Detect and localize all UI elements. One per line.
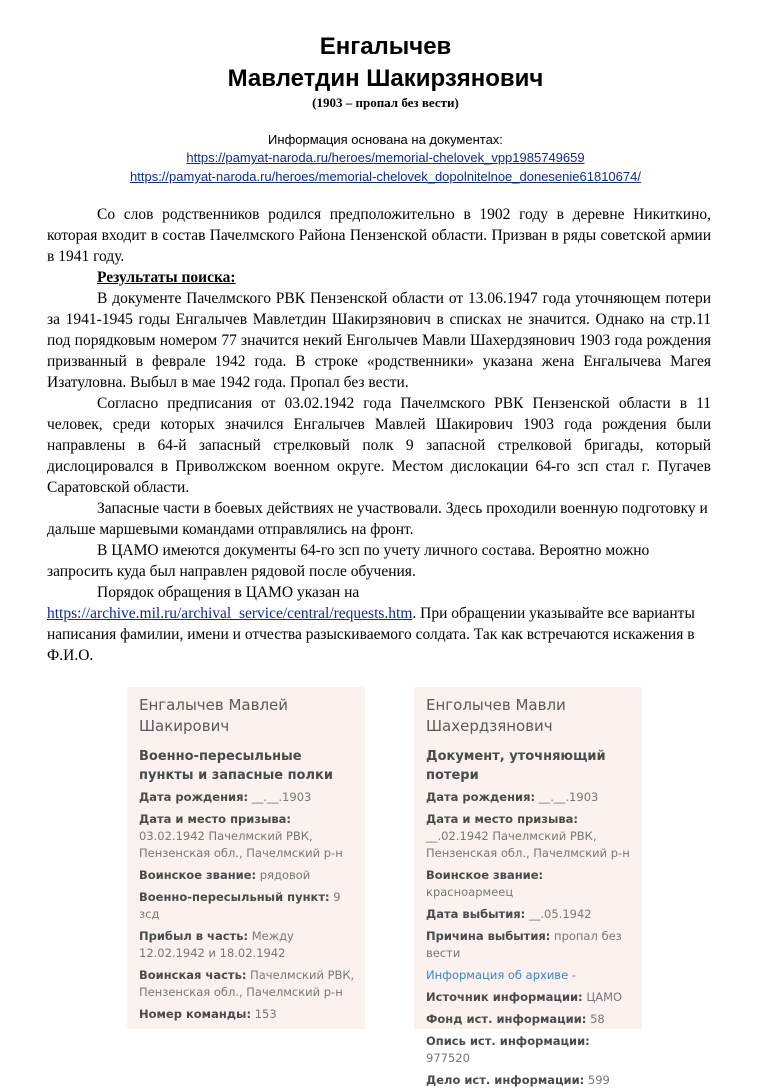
card1-name-line2: Шакирович: [139, 717, 230, 735]
field-key: Прибыл в часть:: [139, 929, 249, 943]
field-key: Дело ист. информации:: [426, 1073, 585, 1087]
card-field: [426, 1033, 632, 1067]
search-results-heading: Результаты поиска:: [97, 269, 236, 286]
field-key: Дата выбытия:: [426, 907, 526, 921]
record-card-1: [127, 687, 365, 1029]
field-value: 9 зсд: [139, 890, 341, 921]
field-key: Военно-пересыльный пункт:: [139, 890, 330, 904]
field-key: Воинское звание:: [139, 868, 257, 882]
field-value: 58: [590, 1012, 605, 1026]
card1-section-title: Военно-пересыльные пункты и запасные полки: [139, 749, 333, 783]
paragraph-reserve-units: Запасные части в боевых действиях не участвовали. Здесь проходили военную подготовку и дальше маршевыми командами отправлялись на фронт.: [47, 500, 708, 538]
request-procedure-prefix: Порядок обращения в ЦАМО указан на: [97, 584, 360, 601]
card1-soldier-name: [139, 695, 355, 737]
card-field: [426, 811, 632, 862]
record-card-2: [414, 687, 642, 1087]
card-field: [426, 789, 632, 806]
field-value: красноармеец: [426, 885, 514, 899]
paragraph-losses-document: В документе Пачелмского РВК Пензенской области от 13.06.1947 года уточняющем потери за 1941-1945 годы Енгалычев Мавлетдин Шакирзянович в списках не значится. Однако на стр.11 под порядковым номером 77 значится некий Енголычев Мавли Шахердзянович 1903 года рождения призванный в феврале 1942 года. В строке «родственники» указана жена Енгалычева Магея Изатуловна. Выбыл в мае 1942 года. Пропал без вести.: [47, 290, 711, 391]
person-surname: Енгалычев: [319, 33, 452, 60]
card-field: [426, 867, 632, 901]
field-value: 599: [587, 1073, 610, 1087]
card2-archive-fields: [426, 989, 632, 1089]
paragraph-prescription: Согласно предписания от 03.02.1942 года Пачелмского РВК Пензенской области в 11 человек, среди которых значился Енгалычев Мавлей Шакирович 1903 года рождения были направлены в 64-й запасный стрелковый полк 9 запасной стрелковой бригады, который дислоцировался в Приволжском военном округе. Местом дислокации 64-го зсп стал г. Пугачев Саратовской области.: [47, 395, 711, 496]
field-key: Опись ист. информации:: [426, 1034, 590, 1048]
card-field: [139, 867, 355, 884]
card-field: [139, 889, 355, 923]
card2-name-line1: Енголычев Мавли: [426, 696, 566, 714]
field-value: Пачелмский РВК, Пензенская обл., Пачелмский р-н: [139, 968, 355, 999]
request-procedure-suffix: . При обращении указывайте все варианты написания фамилии, имени и отчества разыскиваемого солдата. Так как встречаются искажения в Ф.И.О.: [47, 605, 695, 664]
field-value: 977520: [426, 1051, 470, 1065]
card-field: [139, 811, 355, 862]
field-key: Воинское звание:: [426, 868, 544, 882]
card-field: [426, 1072, 632, 1089]
field-value: пропал без вести: [426, 929, 622, 960]
field-key: Дата и место призыва:: [139, 812, 292, 826]
field-key: Дата рождения:: [426, 790, 536, 804]
card-field: [139, 928, 355, 962]
field-key: Причина выбытия:: [426, 929, 551, 943]
field-value: __.__.1903: [251, 790, 312, 804]
field-value: __.02.1942 Пачелмский РВК, Пензенская обл., Пачелмский р-н: [426, 829, 630, 860]
paragraph-tsamo-documents: В ЦАМО имеются документы 64-го зсп по учету личного состава. Вероятно можно запросить куда был направлен рядовой после обучения.: [47, 542, 650, 580]
field-key: Воинская часть:: [139, 968, 247, 982]
source-link-2[interactable]: https://pamyat-naroda.ru/heroes/memorial-chelovek_dopolnitelnoe_donesenie61810674/: [130, 169, 641, 184]
field-value: Между 12.02.1942 и 18.02.1942: [139, 929, 294, 960]
archive-info-link[interactable]: Информация об архиве -: [426, 968, 576, 982]
field-value: 03.02.1942 Пачелмский РВК, Пензенская обл., Пачелмский р-н: [139, 829, 343, 860]
card2-fields: [426, 789, 632, 962]
source-link-1[interactable]: https://pamyat-naroda.ru/heroes/memorial-chelovek_vpp1985749659: [186, 150, 585, 165]
field-key: Номер команды:: [139, 1007, 252, 1021]
field-value: ЦАМО: [586, 990, 623, 1004]
person-name: Мавлетдин Шакирзянович: [227, 65, 544, 92]
field-value: __.__.1903: [538, 790, 599, 804]
card-field: [426, 928, 632, 962]
card-field: [426, 989, 632, 1006]
field-key: Источник информации:: [426, 990, 583, 1004]
field-key: Дата и место призыва:: [426, 812, 579, 826]
card2-soldier-name: [426, 695, 632, 737]
field-value: рядовой: [259, 868, 311, 882]
card-field: [139, 1006, 355, 1023]
field-value: 153: [254, 1007, 277, 1021]
card-field: [426, 1011, 632, 1028]
paragraph-request-procedure: [47, 582, 711, 666]
card-field: [139, 789, 355, 806]
card-field: [426, 906, 632, 923]
paragraph-intro: Со слов родственников родился предположительно в 1902 году в деревне Никиткино, которая входит в состав Пачелмского Района Пензенской области. Призван в ряды советской армии в 1941 году.: [47, 206, 711, 265]
sources-label: Информация основана на документах:: [268, 132, 503, 147]
document-body: [47, 204, 711, 666]
card1-name-line1: Енгалычев Мавлей: [139, 696, 289, 714]
card-field: [139, 967, 355, 1001]
card2-name-line2: Шахердзянович: [426, 717, 553, 735]
tsamo-requests-link[interactable]: https://archive.mil.ru/archival_service/central/requests.htm: [47, 605, 413, 622]
field-value: __.05.1942: [528, 907, 592, 921]
person-years: (1903 – пропал без вести): [312, 95, 459, 110]
card1-fields: [139, 789, 355, 1023]
card2-section-title: Документ, уточняющий потери: [426, 749, 606, 783]
field-key: Дата рождения:: [139, 790, 249, 804]
field-key: Фонд ист. информации:: [426, 1012, 587, 1026]
